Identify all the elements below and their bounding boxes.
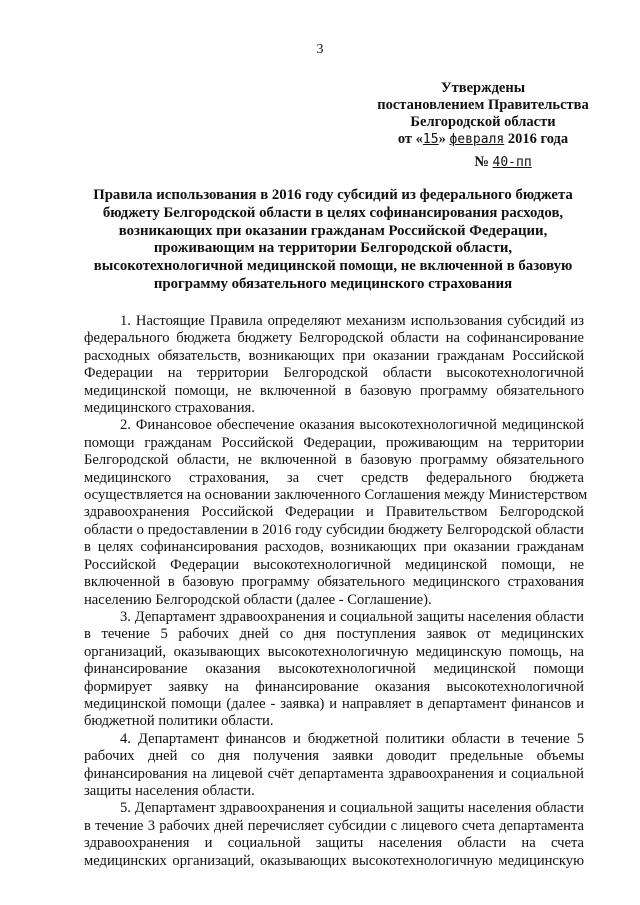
approval-date <box>368 131 598 148</box>
number-label: № <box>474 154 489 170</box>
text-line: Российской Федерации высокотехнологичной медицинской помощи, не <box>84 556 584 573</box>
text-line: Белгородской области, не включенной в базовую программу обязательного <box>84 452 584 469</box>
text-line: здравоохранения Российской Федерации и Правительством Белгородской <box>84 504 584 521</box>
text-line: бюджетной политики области. <box>84 713 274 730</box>
text-line: области о предоставлении в 2016 году субсидии бюджету Белгородской области <box>84 521 584 538</box>
text-line: 3. Департамент здравоохранения и социальной защиты населения области <box>120 608 584 625</box>
title-line: возникающих при оказании гражданам Российской Федерации, <box>118 222 548 239</box>
approval-number <box>368 154 598 171</box>
text-line: медицинской помощи (далее - заявка) и направляет в департамент финансов и <box>84 695 584 712</box>
date-day: 15 <box>422 132 439 147</box>
text-line: 5. Департамент здравоохранения и социальной защиты населения области <box>120 800 584 817</box>
text-line: в целях софинансирования расходов, возникающих при оказании гражданам <box>84 539 584 556</box>
text-line: населению Белгородской области (далее - Соглашение). <box>84 591 432 608</box>
text-line: помощи гражданам Российской Федерации, проживающим на территории <box>84 434 584 451</box>
document-title <box>78 187 588 294</box>
text-line: федерального бюджета бюджету Белгородской области на софинансирование <box>84 330 584 347</box>
text-line: медицинского страхования. <box>84 400 255 417</box>
approval-line-2: постановлением Правительства <box>377 97 589 113</box>
approval-block <box>368 80 598 171</box>
text-line: медицинских организаций, оказывающих высокотехнологичную медицинскую <box>84 852 584 869</box>
text-line: рабочих дней со дня получения заявки доводит предельные объемы <box>84 748 584 765</box>
text-line: осуществляется на основании заключенного Соглашения между Министерством <box>84 487 588 504</box>
text-line: Федерации на территории Белгородской области высокотехнологичной <box>84 365 584 382</box>
text-line: медицинского страхования, за счет средств федерального бюджета <box>84 469 584 486</box>
date-suffix: 2016 года <box>504 131 569 147</box>
number-value: 40-пп <box>492 155 532 170</box>
title-line: высокотехнологичной медицинской помощи, не включенной в базовую <box>93 258 573 275</box>
text-line: 2. Финансовое обеспечение оказания высокотехнологичной медицинской <box>120 417 584 434</box>
text-line: включенной в базовую программу обязательного медицинского страхования <box>84 574 584 591</box>
title-line: бюджету Белгородской области в целях софинансирования расходов, <box>102 204 564 221</box>
text-line: 1. Настоящие Правила определяют механизм использования субсидий из <box>120 313 584 329</box>
text-line: в течение 5 рабочих дней со дня поступления заявок от медицинских <box>84 626 584 643</box>
document-body <box>84 313 588 870</box>
text-line: здравоохранения и социальной защиты населения области на счета <box>84 835 584 852</box>
text-line: финансирования на лицевой счёт департамента здравоохранения и социальной <box>84 765 584 782</box>
text-line: медицинской помощи, не включенной в базовую программу обязательного <box>84 382 584 399</box>
text-line: финансирование оказания высокотехнологичной медицинской помощи <box>84 661 584 678</box>
text-line: 4. Департамент финансов и бюджетной политики области в течение 5 <box>120 730 584 747</box>
approval-line-1: Утверждены <box>440 80 526 96</box>
date-month: февраля <box>449 132 505 147</box>
date-mid: » <box>438 131 450 147</box>
text-line: в течение 3 рабочих дней перечисляет субсидии с лицевого счета департамента <box>84 817 584 834</box>
text-line: расходных обязательств, возникающих при оказании гражданам Российской <box>84 347 584 364</box>
title-line: программу обязательного медицинского страхования <box>153 275 513 292</box>
approval-line-3: Белгородской области <box>410 114 556 130</box>
date-prefix: от « <box>397 131 423 147</box>
page-number: 3 <box>316 42 324 57</box>
text-line: защиты населения области. <box>84 782 255 799</box>
title-line: проживающим на территории Белгородской области, <box>153 240 513 257</box>
text-line: организаций, оказывающих высокотехнологичную медицинскую помощь, на <box>84 643 584 660</box>
text-line: формирует заявку на финансирование оказания высокотехнологичной <box>84 678 584 695</box>
title-line: Правила использования в 2016 году субсидий из федерального бюджета <box>93 187 573 203</box>
